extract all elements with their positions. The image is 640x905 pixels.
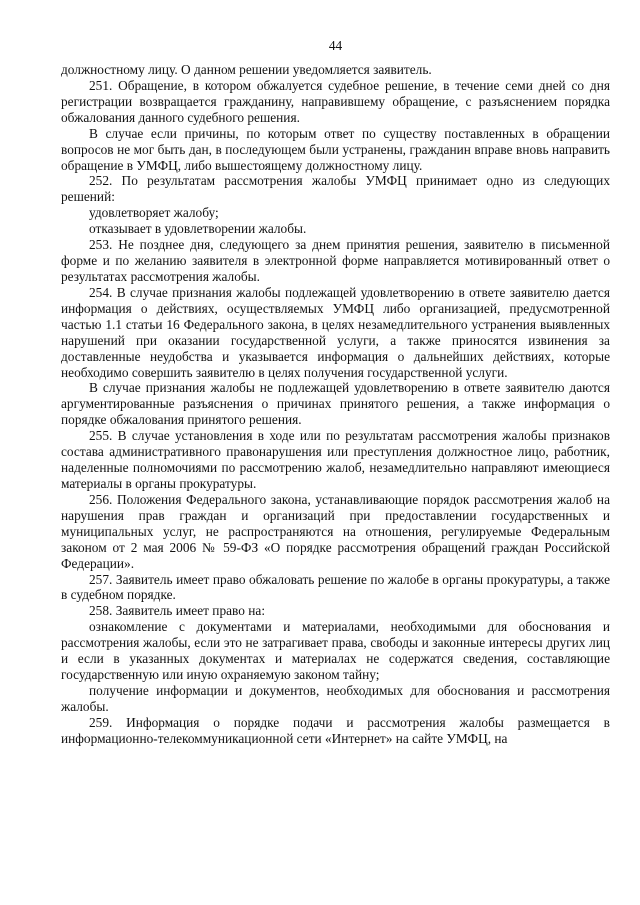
- paragraph-258: 258. Заявитель имеет право на:: [89, 603, 266, 619]
- paragraph-255: 255. В случае установления в ходе или по результатам рассмотрения жалобы признаков состава административного правонарушения или преступления должностное лицо, работник, наделенные полномочиями по рассмотрению жалоб, незамедлительно направляют имеющиеся материалы в органы прокуратуры.: [61, 428, 610, 491]
- paragraph-252: 252. По результатам рассмотрения жалобы УМФЦ принимает одно из следующих решений:: [61, 173, 610, 205]
- paragraph-254-note: В случае признания жалобы не подлежащей удовлетворению в ответе заявителю даются аргументированные разъяснения о причинах принятого решения, а также информация о порядке обжалования принятого решения.: [61, 380, 610, 428]
- paragraph-253: 253. Не позднее дня, следующего за днем принятия решения, заявителю в письменной форме и по желанию заявителя в электронной форме направляется мотивированный ответ о результатах рассмотрения жалобы.: [61, 237, 610, 284]
- paragraph-256: 256. Положения Федерального закона, устанавливающие порядок рассмотрения жалоб на нарушения прав граждан и организаций при предоставлении государственных и муниципальных услуг, не распространяются на отношения, регулируемые Федеральным законом от 2 мая 2006 № 59-ФЗ «О порядке рассмотрения обращений граждан Российской Федерации».: [61, 491, 610, 571]
- paragraph-251-note: В случае если причины, по которым ответ по существу поставленных в обращении вопросов не мог быть дан, в последующем были устранены, гражданин вправе вновь направить обращение в УМФЦ, либо вышестоящему должностному лицу.: [61, 125, 610, 173]
- paragraph-258-right-1: ознакомление с документами и материалами, необходимыми для обоснования и рассмотрения жалобы, если это не затрагивает права, свободы и законные интересы других лиц и если в указанных документах и материалах не содержатся сведения, составляющие государственную или иную охраняемую законом тайну;: [61, 619, 610, 683]
- page-number: 44: [328, 38, 343, 53]
- paragraph-252-option-1: удовлетворяет жалобу;: [89, 205, 219, 221]
- paragraph-258-right-2: получение информации и документов, необходимых для обоснования и рассмотрения жалобы.: [61, 682, 610, 714]
- paragraph-251: 251. Обращение, в котором обжалуется судебное решение, в течение семи дней со дня регистрации возвращается гражданину, направившему обращение, с разъяснением порядка обжалования данного судебного решения.: [61, 77, 610, 125]
- paragraph-continuation: должностному лицу. О данном решении уведомляется заявитель.: [61, 62, 432, 77]
- paragraph-259: 259. Информация о порядке подачи и рассмотрения жалобы размещается в информационно-телекоммуникационной сети «Интернет» на сайте УМФЦ, на: [61, 714, 610, 746]
- paragraph-252-option-2: отказывает в удовлетворении жалобы.: [89, 221, 307, 237]
- paragraph-257: 257. Заявитель имеет право обжаловать решение по жалобе в органы прокуратуры, а также в судебном порядке.: [61, 571, 610, 603]
- paragraph-254: 254. В случае признания жалобы подлежащей удовлетворению в ответе заявителю дается информация о действиях, осуществляемых УМФЦ либо организацией, предусмотренной частью 1.1 статьи 16 Федерального закона, в целях незамедлительного устранения выявленных нарушений при оказании государственной услуги, а также приносятся извинения за доставленные неудобства и указывается информация о дальнейших действиях, которые необходимо совершить заявителю в целях получения государственной услуги.: [61, 284, 610, 380]
